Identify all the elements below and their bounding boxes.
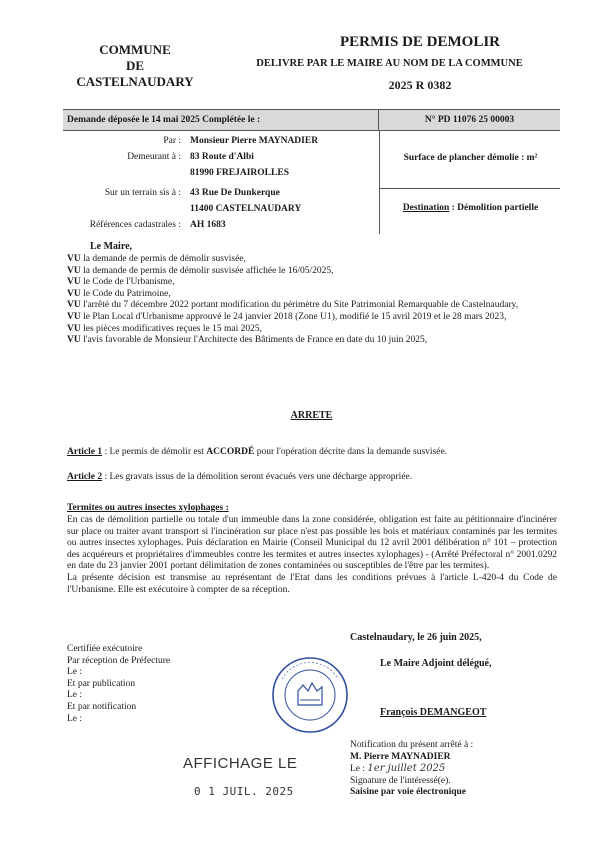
vu-item: VU les pièces modificatives reçues le 15 mai 2025, — [67, 323, 262, 334]
permit-reference: N° PD 11076 25 00003 — [379, 110, 560, 131]
certification-line: Par réception de Préfecture — [67, 655, 171, 666]
signatory-name: François DEMANGEOT — [380, 707, 487, 718]
deposit-date: Demande déposée le 14 mai 2025 Complétée le : — [63, 110, 379, 131]
notification-date-line: Le : 1er juillet 2025 — [350, 763, 446, 775]
termites-paragraph — [67, 515, 557, 596]
commune-line: DE — [125, 58, 145, 73]
site-city: 11400 CASTELNAUDARY — [190, 204, 302, 214]
article-1: Article 1 : Le permis de démolir est ACCORDÉ pour l'opération décrite dans la demande susvisée. — [67, 447, 448, 457]
document-title: PERMIS DE DEMOLIR — [339, 34, 500, 50]
notification-block — [350, 740, 550, 799]
article-1-label: Article 1 — [67, 447, 103, 457]
termites-heading: Termites ou autres insectes xylophages : — [67, 503, 229, 513]
le-maire: Le Maire, — [90, 241, 133, 252]
vu-item: VU la demande de permis de démolir susvisée, — [67, 254, 246, 264]
residence-label: Demeurant à : — [127, 152, 181, 162]
vu-item: VU le Code du Patrimoine, — [67, 288, 171, 299]
signatory-role: Le Maire Adjoint délégué, — [380, 658, 492, 669]
certification-line: Le : — [67, 667, 83, 678]
article-2: Article 2 : Les gravats issus de la démolition seront évacués vers une décharge appropriée. — [67, 472, 413, 482]
applicant-name: Monsieur Pierre MAYNADIER — [190, 136, 319, 146]
destination-label: Destination — [402, 203, 450, 213]
accorde-word: ACCORDÉ — [206, 447, 255, 457]
notification-electronic: Saisine par voie électronique — [350, 787, 467, 798]
commune-name — [60, 42, 210, 90]
cadastral-value: AH 1683 — [190, 220, 226, 230]
notification-recipient: M. Pierre MAYNADIER — [350, 751, 451, 762]
destination — [381, 203, 560, 213]
certification-block — [67, 644, 237, 725]
site-street: 43 Rue De Dunkerque — [190, 188, 280, 198]
info-table — [63, 109, 560, 234]
arrete-heading: ARRETE — [290, 410, 333, 421]
certification-line: Et par notification — [67, 701, 137, 712]
transmission-text: La présente décision est transmise au représentant de l'Etat dans les conditions prévues à l'article L-420-4 du Code de l'Urbanisme. Elle est exécutoire à compter de sa réception. — [67, 572, 557, 595]
surface-demolished: Surface de plancher démolie : m² — [403, 153, 538, 163]
official-stamp — [270, 655, 350, 735]
place-date: Castelnaudary, le 26 juin 2025, — [350, 632, 482, 643]
handwritten-date: 1er juillet 2025 — [367, 763, 446, 775]
notification-signature-line: Signature de l'intéressé(e). — [350, 775, 451, 786]
affichage-date: 0 1 JUIL. 2025 — [194, 785, 294, 798]
termites-text: En cas de démolition partielle ou totale d'un immeuble dans la zone considérée, obligation est faite au pétitionnaire d'incinérer sur place ou traiter avant transport si l'incinération sur place n'est pas possible les bois et matériaux contaminés par les termites ou autres insectes xylophages. Puis déclaration en Mairie (Conseil Municipal du 12 avril 2001 délibération n° 101 – protection des acquéreurs et propriétaires d'immeubles contre les termites et autres insectes xylophages) - (Arrêté Préfectoral n° 2001.0292 en date du 23 janvier 2001 portant délimitation de zones contaminées ou susceptibles de l'être par les termites). — [67, 515, 557, 572]
permit-number: 2025 R 0382 — [388, 78, 452, 92]
certification-line: Le : — [67, 690, 83, 701]
vu-item: VU le Plan Local d'Urbanisme approuvé le 24 janvier 2018 (Zone U1), modifié le 15 avril 2019 et le 28 mars 2023, — [67, 311, 507, 322]
article-2-label: Article 2 — [67, 472, 103, 482]
table-divider — [379, 188, 560, 189]
document-subtitle: DELIVRE PAR LE MAIRE AU NOM DE LA COMMUNE — [256, 58, 523, 69]
site-label: Sur un terrain sis à : — [104, 188, 181, 198]
vu-item: VU le Code de l'Urbanisme, — [67, 277, 175, 288]
commune-line: COMMUNE — [99, 42, 171, 57]
cadastral-label: Références cadastrales : — [89, 220, 181, 230]
vu-item: VU l'arrêté du 7 décembre 2022 portant modification du périmètre du Site Patrimonial Remarquable de Castelnaudary, — [67, 300, 519, 311]
table-divider — [379, 130, 380, 234]
affichage-label: AFFICHAGE LE — [183, 755, 298, 772]
certification-line: Le : — [67, 713, 83, 724]
applicant-label: Par : — [163, 136, 181, 146]
commune-line: CASTELNAUDARY — [76, 74, 194, 89]
residence-street: 83 Route d'Albi — [190, 152, 254, 162]
vu-item: VU la demande de permis de démolir susvisée affichée le 16/05/2025, — [67, 265, 334, 276]
certification-line: Et par publication — [67, 678, 136, 689]
certification-line: Certifiée exécutoire — [67, 644, 143, 654]
notification-intro: Notification du présent arrêté à : — [350, 740, 474, 750]
vu-item: VU l'avis favorable de Monsieur l'Architecte des Bâtiments de France en date du 10 juin 2025, — [67, 335, 428, 346]
residence-city: 81990 FREJAIROLLES — [190, 168, 289, 178]
vu-list — [67, 254, 557, 347]
destination-value: : Démolition partielle — [449, 203, 539, 213]
